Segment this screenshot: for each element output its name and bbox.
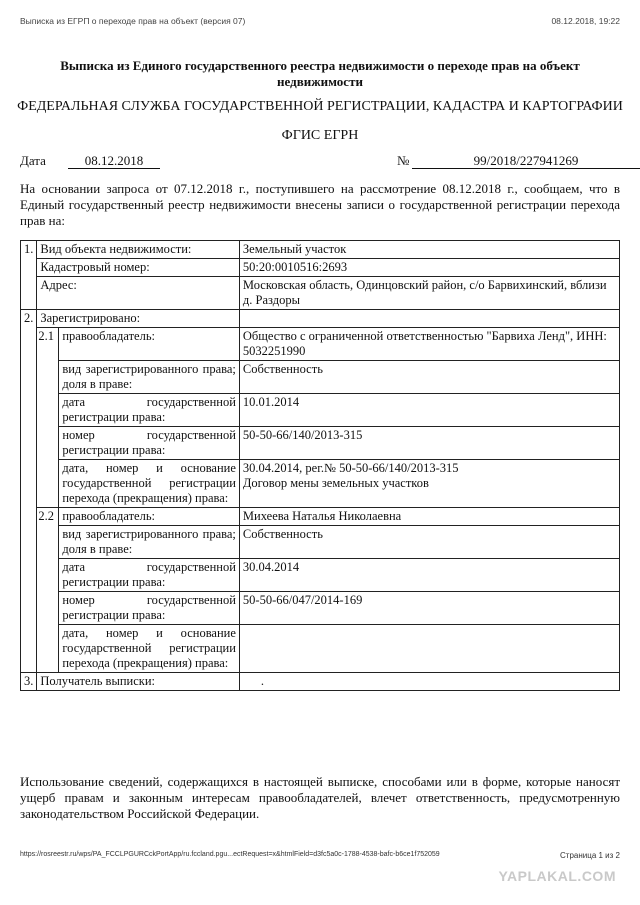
object-type-value: Земельный участок xyxy=(239,241,619,259)
reg-date-value: 10.01.2014 xyxy=(239,394,619,427)
document-title: Выписка из Единого государственного реестра недвижимости о переходе прав на объект недвижимости xyxy=(60,58,580,89)
intro-paragraph: На основании запроса от 07.12.2018 г., поступившего на рассмотрение 08.12.2018 г., сообщаем, что в Единый государственный реестр недвижимости внесены записи о государственной регистрации перехода прав на: xyxy=(20,181,620,228)
print-header-datetime: 08.12.2018, 19:22 xyxy=(551,16,620,26)
extract-table xyxy=(20,240,620,691)
number-label: № xyxy=(397,153,410,168)
system-name: ФГИС ЕГРН xyxy=(281,128,359,143)
legal-notice: Использование сведений, содержащихся в настоящей выписке, способами или в форме, которые наносят ущерб правам и законным интересам правообладателей, влечет ответственность, предусмотренную законодательством Российской Федерации. xyxy=(20,774,620,821)
table-row xyxy=(21,559,620,592)
registered-value xyxy=(239,310,619,328)
page-url: https://rosreestr.ru/wps/PA_FCCLPGURCckPortApp/ru.fccland.pgu...ectRequest=x&htmlField=d3fc5a0c-1788-4538-bafc-b6ce1f752059 xyxy=(20,851,440,858)
cadastral-value: 50:20:0010516:2693 xyxy=(239,259,619,277)
page-counter: Страница 1 из 2 xyxy=(560,851,620,860)
watermark-logo: YAPLAKAL.COM xyxy=(498,868,616,884)
reg-number-label: номер государственной регистрации права: xyxy=(59,592,240,625)
transfer-value-line-1: 30.04.2014, рег.№ 50-50-66/140/2013-315 xyxy=(242,461,459,475)
print-header-title: Выписка из ЕГРП о переходе прав на объект (версия 07) xyxy=(20,16,246,26)
table-row xyxy=(21,625,620,673)
table-row xyxy=(21,427,620,460)
reg-date-label: дата государственной регистрации права: xyxy=(59,559,240,592)
table-row xyxy=(21,241,620,259)
row-number: 2. xyxy=(21,310,37,673)
holder-label: правообладатель: xyxy=(59,328,240,361)
holder-value: Общество с ограниченной ответственностью "Барвиха Ленд", ИНН: 5032251990 xyxy=(239,328,619,361)
date-label: Дата xyxy=(20,153,46,168)
number-value: 99/2018/227941269 xyxy=(412,153,640,169)
agency-name: ФЕДЕРАЛЬНАЯ СЛУЖБА ГОСУДАРСТВЕННОЙ РЕГИСТРАЦИИ, КАДАСТРА И КАРТОГРАФИИ xyxy=(17,99,623,114)
right-type-label: вид зарегистрированного права; доля в праве: xyxy=(59,361,240,394)
transfer-label: дата, номер и основание государственной регистрации перехода (прекращения) права: xyxy=(59,625,240,673)
holder-label: правообладатель: xyxy=(59,508,240,526)
object-type-label: Вид объекта недвижимости: xyxy=(37,241,240,259)
table-row xyxy=(21,508,620,526)
date-value: 08.12.2018 xyxy=(68,153,160,169)
right-type-value: Собственность xyxy=(239,526,619,559)
transfer-label: дата, номер и основание государственной регистрации перехода (прекращения) права: xyxy=(59,460,240,508)
table-row xyxy=(21,394,620,427)
table-row xyxy=(21,277,620,310)
recipient-label: Получатель выписки: xyxy=(37,673,240,691)
recipient-value xyxy=(239,673,619,691)
row-number: 1. xyxy=(21,241,37,310)
table-row xyxy=(21,310,620,328)
recipient-value-text: . xyxy=(260,674,265,688)
address-value: Московская область, Одинцовский район, с/о Барвихинский, вблизи д. Раздоры xyxy=(239,277,619,310)
registered-label: Зарегистрировано: xyxy=(37,310,240,328)
address-label: Адрес: xyxy=(37,277,240,310)
table-row xyxy=(21,592,620,625)
holder-value: Михеева Наталья Николаевна xyxy=(239,508,619,526)
table-row xyxy=(21,328,620,361)
row-number: 3. xyxy=(21,673,37,691)
reg-number-label: номер государственной регистрации права: xyxy=(59,427,240,460)
transfer-value xyxy=(239,625,619,673)
reg-date-label: дата государственной регистрации права: xyxy=(59,394,240,427)
holder-number: 2.2 xyxy=(37,508,59,673)
date-number-row xyxy=(20,153,620,171)
right-type-value: Собственность xyxy=(239,361,619,394)
reg-date-value: 30.04.2014 xyxy=(239,559,619,592)
reg-number-value: 50-50-66/140/2013-315 xyxy=(239,427,619,460)
transfer-value xyxy=(239,460,619,508)
table-row xyxy=(21,259,620,277)
print-header xyxy=(20,16,620,28)
table-row xyxy=(21,361,620,394)
table-row xyxy=(21,526,620,559)
reg-number-value: 50-50-66/047/2014-169 xyxy=(239,592,619,625)
table-row xyxy=(21,673,620,691)
cadastral-label: Кадастровый номер: xyxy=(37,259,240,277)
right-type-label: вид зарегистрированного права; доля в праве: xyxy=(59,526,240,559)
transfer-value-line-2: Договор мены земельных участков xyxy=(242,476,429,490)
holder-number: 2.1 xyxy=(37,328,59,508)
table-row xyxy=(21,460,620,508)
print-footer xyxy=(20,851,620,863)
